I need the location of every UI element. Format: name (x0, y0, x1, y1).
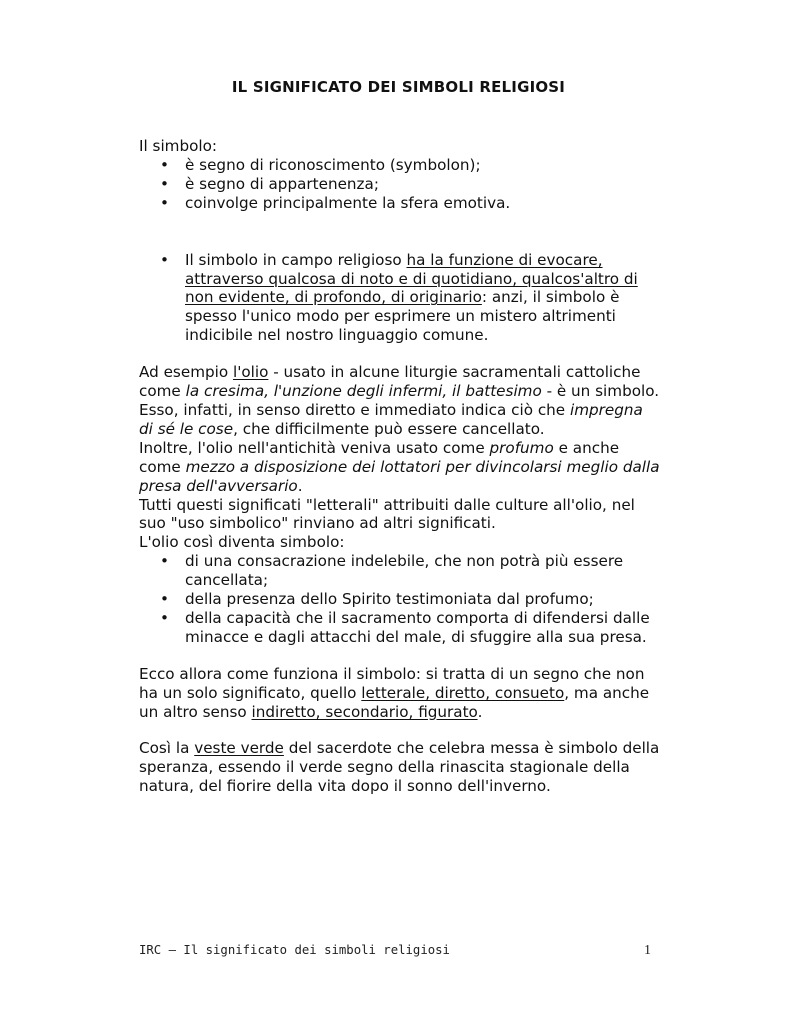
oil-bullet-list (139, 552, 661, 647)
oil-symbol-label: L'olio così diventa simbolo: (139, 533, 345, 552)
text-run: Così la (139, 739, 195, 758)
list-item: • della capacità che il sacramento comporta di difendersi dalle minacce e dagli attacchi del male, di sfuggire alla sua presa. (139, 609, 661, 647)
italic-text: impregna di sé le cose (139, 400, 643, 438)
underlined-text: veste verde (194, 739, 284, 758)
text-run: : anzi, il simbolo è spesso l'unico modo per esprimere un mistero altrimenti indicibile nel nostro linguaggio comune. (185, 288, 620, 345)
oil-meaning-paragraph (139, 401, 661, 439)
green-vestment-paragraph (139, 739, 661, 796)
underlined-text: l'olio (232, 363, 269, 382)
religious-bullet-list (139, 251, 661, 346)
italic-text: profumo (489, 438, 554, 457)
italic-text: mezzo a disposizione dei lottatori per divincolarsi meglio dalla presa dell'avversario (139, 457, 660, 495)
oil-antiquity-paragraph (139, 439, 661, 496)
text-run: e anche come (139, 438, 620, 476)
literal-meanings-paragraph: Tutti questi significati "letterali" attribuiti dalle culture all'olio, nel suo "uso simbolico" rinviano ad altri significati. (139, 495, 635, 533)
list-item: • è segno di riconoscimento (symbolon); (139, 156, 661, 175)
text-run: Esso, infatti, in senso diretto e immediato indica ciò che (139, 400, 570, 419)
text-run: del sacerdote che celebra messa è simbolo della speranza, essendo il verde segno della rinascita stagionale della natura, del fiorire della vita dopo il sonno dell'inverno. (139, 739, 660, 796)
text-run: , ma anche un altro senso (139, 683, 650, 721)
list-item: • di una consacrazione indelebile, che non potrà più essere cancellata; (139, 552, 661, 590)
page-title: IL SIGNIFICATO DEI SIMBOLI RELIGIOSI (231, 78, 566, 96)
text-run: Ad esempio (139, 363, 233, 382)
page-number: 1 (644, 943, 651, 958)
text-run: Ecco allora come funziona il simbolo: si tratta di un segno che non ha un solo significato, quello (139, 664, 645, 702)
symbol-function-paragraph (139, 665, 661, 722)
list-item: • della presenza dello Spirito testimoniata dal profumo; (139, 590, 661, 609)
text-run: , che difficilmente può essere cancellato. (233, 419, 545, 438)
text-run: . (477, 702, 483, 721)
italic-text: la cresima, l'unzione degli infermi, il battesimo (185, 382, 542, 401)
list-item (139, 251, 661, 346)
underlined-text: letterale, diretto, consueto (361, 683, 565, 702)
text-run: . (297, 476, 303, 495)
document-body (139, 137, 661, 796)
intro-label: Il simbolo: (139, 137, 218, 155)
page-footer: IRC – Il significato dei simboli religiosi (139, 943, 450, 957)
text-run: Il simbolo in campo religioso (185, 250, 407, 269)
list-item: • è segno di appartenenza; (139, 175, 661, 194)
underlined-text: indiretto, secondario, figurato (251, 702, 478, 721)
text-run: - è un simbolo. (541, 382, 660, 401)
oil-paragraph (139, 363, 661, 401)
text-run: - usato in alcune liturgie sacramentali cattoliche come (139, 363, 641, 401)
text-run: Inoltre, l'olio nell'antichità veniva usato come (139, 438, 490, 457)
underlined-text: ha la funzione di evocare, attraverso qualcosa di noto e di quotidiano, qualcos'altro di non evidente, di profondo, di originario (185, 250, 638, 307)
intro-bullet-list (139, 156, 661, 213)
list-item: • coinvolge principalmente la sfera emotiva. (139, 194, 661, 213)
